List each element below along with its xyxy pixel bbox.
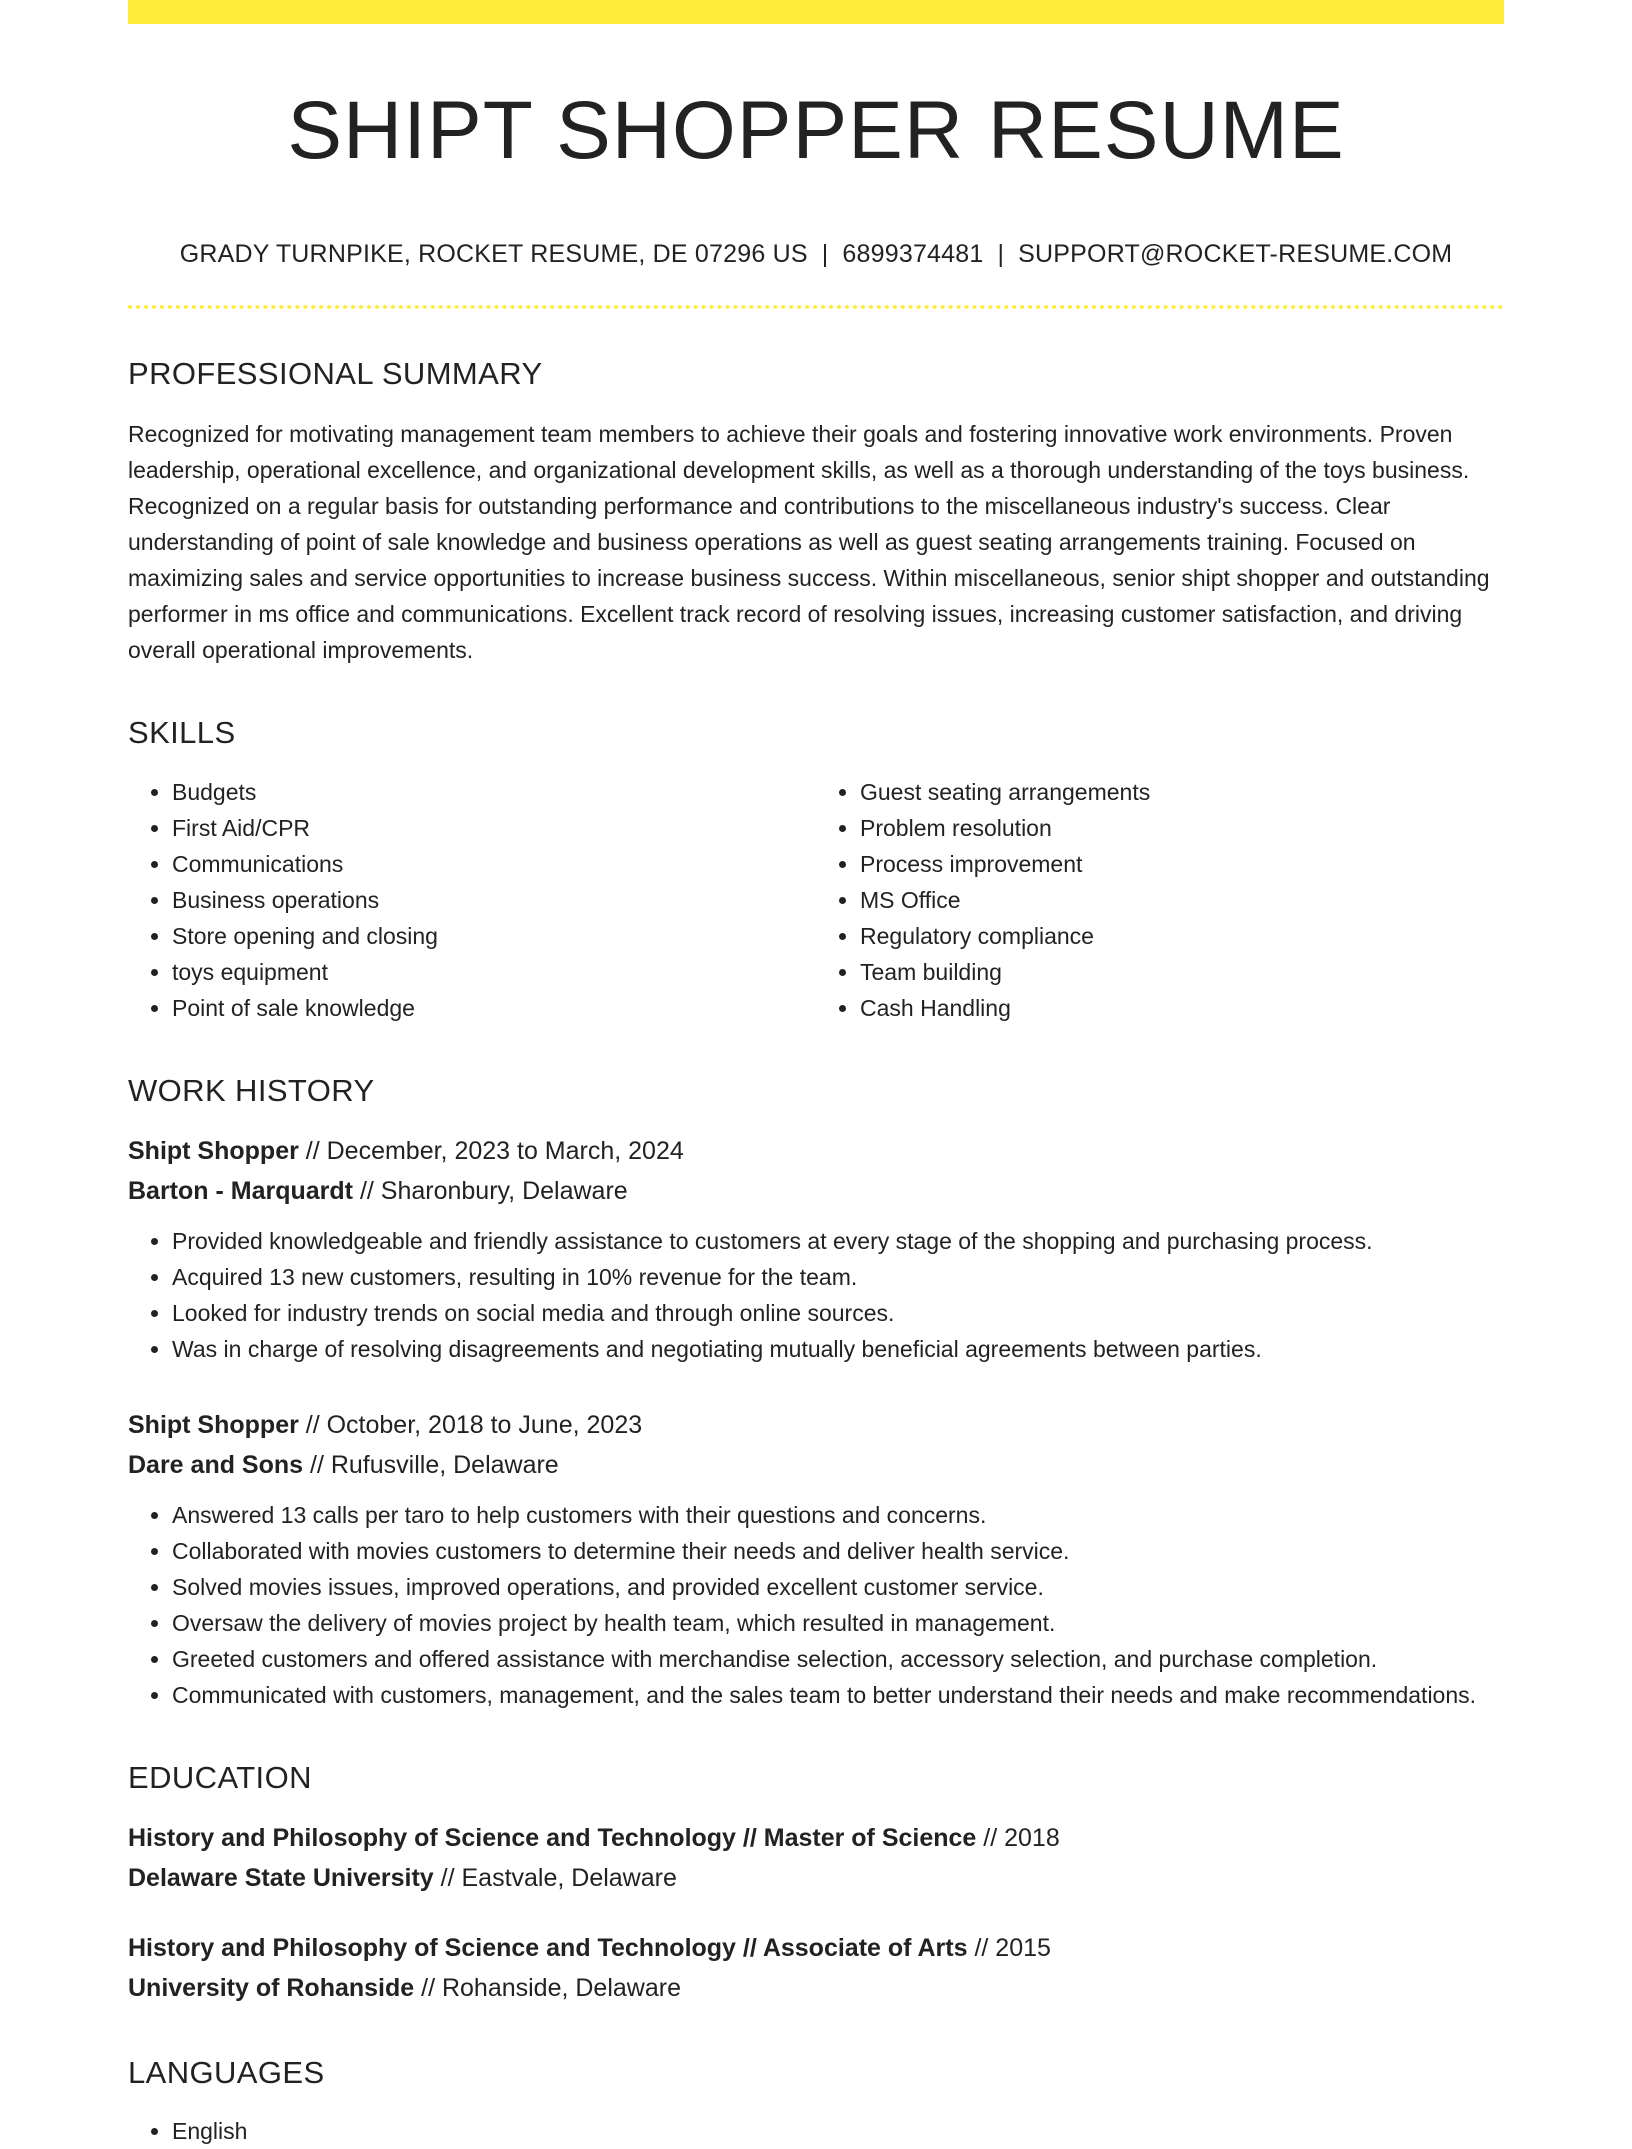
languages-list-wrap [128, 2113, 1504, 2149]
job-bullet: • Communicated with customers, management, and the sales team to better understand their needs and make recommendations. [172, 1677, 1504, 1713]
job-title: Shipt Shopper [128, 1410, 299, 1439]
contact-address: GRADY TURNPIKE, ROCKET RESUME, DE 07296 US [179, 240, 808, 269]
skills-grid [128, 774, 1504, 1026]
skill-item: • Cash Handling [860, 990, 1504, 1026]
education-school: University of Rohanside [128, 1974, 415, 2003]
education-degree: History and Philosophy of Science and Technology // Associate of Arts [128, 1934, 968, 1963]
summary-text: Recognized for motivating management team members to achieve their goals and fostering innovative work environments. Proven leadership, operational excellence, and organizational development skills, as well as a thorough understanding of the toys business. Recognized on a regular basis for outstanding performance and contributions to the miscellaneous industry's success. Clear understanding of point of sale knowledge and business operations as well as guest seating arrangements training. Focused on maximizing sales and service opportunities to increase business success. Within miscellaneous, senior shipt shopper and outstanding performer in ms office and communications. Excellent track record of resolving issues, increasing customer satisfaction, and driving overall operational improvements. [128, 421, 1490, 664]
skills-list-right [816, 774, 1504, 1026]
job-company-line [128, 1171, 1504, 1211]
education-degree-line [128, 1818, 1504, 1858]
education-year: // 2015 [967, 1934, 1051, 1963]
skill-item: • Problem resolution [860, 810, 1504, 846]
job-bullet: • Provided knowledgeable and friendly assistance to customers at every stage of the shopping and purchasing process. [172, 1223, 1504, 1259]
dotted-divider [128, 305, 1504, 309]
education-location: // Rohanside, Delaware [414, 1974, 681, 2003]
work-history-heading: WORK HISTORY [128, 1072, 375, 1108]
job-entry [128, 1131, 1504, 1367]
skill-item: • Team building [860, 954, 1504, 990]
job-title-line [128, 1405, 1504, 1445]
contact-separator: | [821, 240, 829, 269]
education-heading: EDUCATION [128, 1759, 312, 1795]
education-degree-line [128, 1928, 1504, 1968]
resume-content [128, 0, 1504, 2149]
skill-item: • Process improvement [860, 846, 1504, 882]
languages-list [128, 2113, 1504, 2149]
job-company: Barton - Marquardt [128, 1176, 353, 1205]
contact-separator: | [997, 240, 1005, 269]
job-bullet: • Was in charge of resolving disagreements and negotiating mutually beneficial agreements between parties. [172, 1331, 1504, 1367]
skill-item: • MS Office [860, 882, 1504, 918]
skill-item: • Store opening and closing [172, 918, 816, 954]
job-bullet: • Oversaw the delivery of movies project by health team, which resulted in management. [172, 1605, 1504, 1641]
education-entry [128, 1818, 1504, 1898]
job-dates: // December, 2023 to March, 2024 [298, 1136, 684, 1165]
skill-item: • First Aid/CPR [172, 810, 816, 846]
skill-item: • toys equipment [172, 954, 816, 990]
job-bullet: • Acquired 13 new customers, resulting in 10% revenue for the team. [172, 1259, 1504, 1295]
job-entry [128, 1405, 1504, 1713]
job-title-line [128, 1131, 1504, 1171]
skill-item: • Budgets [172, 774, 816, 810]
job-location: // Rufusville, Delaware [303, 1450, 559, 1479]
skills-heading: SKILLS [128, 715, 236, 751]
education-school-line [128, 1858, 1504, 1898]
job-bullets [128, 1223, 1504, 1367]
job-bullet: • Answered 13 calls per taro to help customers with their questions and concerns. [172, 1497, 1504, 1533]
skill-item: • Communications [172, 846, 816, 882]
job-bullet: • Solved movies issues, improved operations, and provided excellent customer service. [172, 1569, 1504, 1605]
skill-item: • Guest seating arrangements [860, 774, 1504, 810]
education-location: // Eastvale, Delaware [433, 1864, 677, 1893]
contact-email: SUPPORT@ROCKET-RESUME.COM [1018, 240, 1453, 269]
resume-title: SHIPT SHOPPER RESUME [287, 85, 1345, 176]
contact-line [128, 240, 1504, 269]
job-bullet: • Looked for industry trends on social media and through online sources. [172, 1295, 1504, 1331]
education-school: Delaware State University [128, 1864, 434, 1893]
education-year: // 2018 [976, 1824, 1060, 1853]
skills-list-left [128, 774, 816, 1026]
education-school-line [128, 1968, 1504, 2008]
job-bullet: • Collaborated with movies customers to determine their needs and deliver health service. [172, 1533, 1504, 1569]
job-title: Shipt Shopper [128, 1136, 299, 1165]
summary-heading: PROFESSIONAL SUMMARY [128, 356, 543, 392]
job-company-line [128, 1445, 1504, 1485]
skills-column-right [816, 774, 1504, 1026]
job-location: // Sharonbury, Delaware [353, 1176, 628, 1205]
language-item: • English [172, 2113, 1504, 2149]
skills-column-left [128, 774, 816, 1026]
skill-item: • Business operations [172, 882, 816, 918]
skill-item: • Regulatory compliance [860, 918, 1504, 954]
job-bullet: • Greeted customers and offered assistance with merchandise selection, accessory selection, and purchase completion. [172, 1641, 1504, 1677]
skill-item: • Point of sale knowledge [172, 990, 816, 1026]
job-dates: // October, 2018 to June, 2023 [298, 1410, 643, 1439]
education-degree: History and Philosophy of Science and Technology // Master of Science [128, 1824, 977, 1853]
languages-heading: LANGUAGES [128, 2055, 325, 2091]
job-company: Dare and Sons [128, 1450, 304, 1479]
education-entry [128, 1928, 1504, 2008]
job-bullets [128, 1497, 1504, 1713]
accent-bar [128, 0, 1504, 24]
contact-phone: 6899374481 [842, 240, 984, 269]
